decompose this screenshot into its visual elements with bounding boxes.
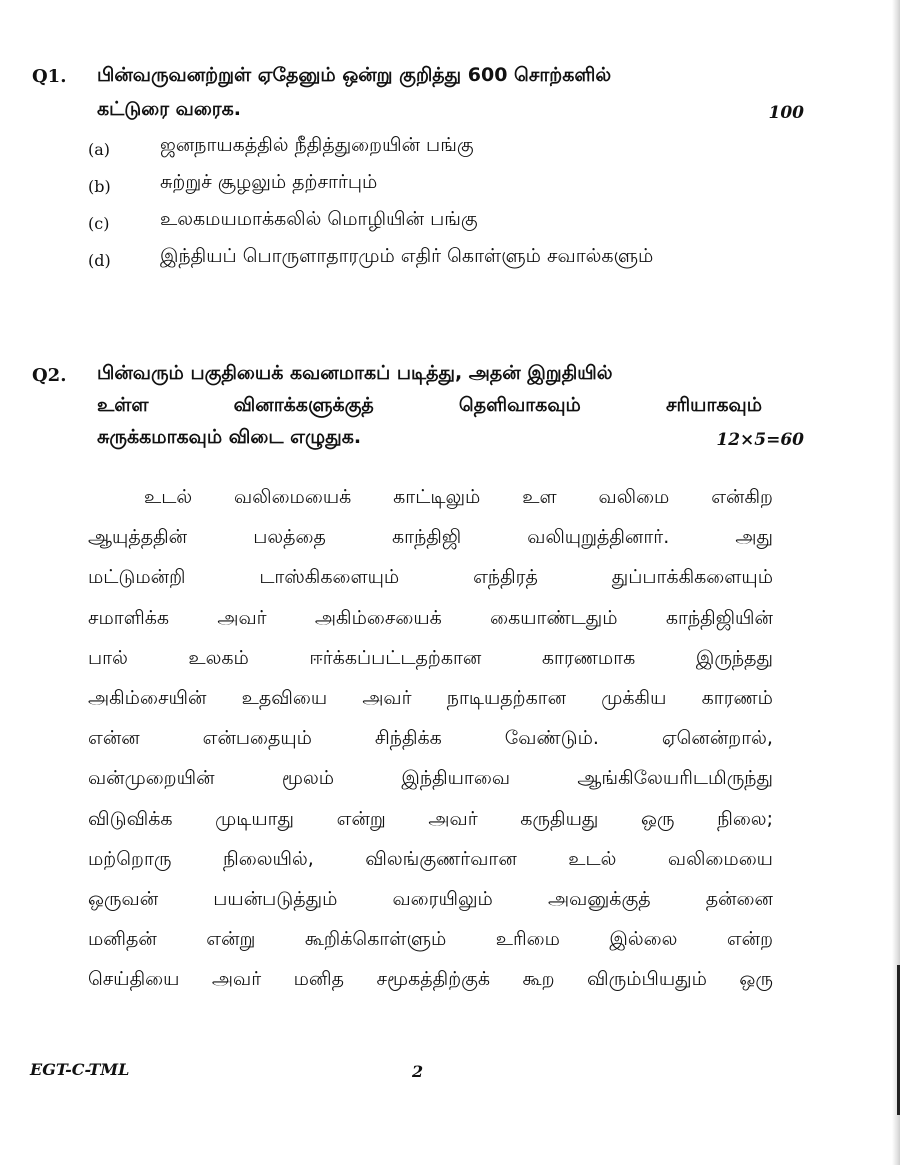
passage-word: உரிமை — [495, 928, 560, 951]
passage-word: இந்தியாவை — [401, 767, 511, 790]
passage-word: காட்டிலும் — [393, 486, 481, 508]
question-1-number: Q1. — [32, 66, 67, 87]
passage-word: அகிம்சையைக் — [314, 606, 442, 629]
passage-word: பலத்தை — [253, 526, 326, 549]
passage-word: இல்லை — [609, 928, 678, 951]
passage-word: காந்திஜி — [391, 526, 462, 549]
passage-word: ஒரு — [739, 968, 773, 991]
passage-word: முடியாது — [215, 807, 295, 830]
question-1-line-1: பின்வருவனற்றுள் ஏதேனும் ஒன்று குறித்து 600 சொற்களில் — [97, 64, 612, 86]
passage-line — [88, 888, 773, 913]
passage-word: உடல் — [568, 847, 617, 870]
question-2-line-2-word: உள்ள — [97, 394, 149, 416]
passage-word: ஏனென்றால், — [661, 727, 773, 750]
passage-word: அகிம்சையின் — [88, 687, 207, 709]
option-a-text: ஜனநாயகத்தில் நீதித்துறையின் பங்கு — [160, 134, 474, 156]
question-2-line-2-word: வினாக்களுக்குத் — [233, 394, 374, 416]
question-2-line-2-word: சரியாகவும் — [665, 394, 762, 416]
passage-word: துப்பாக்கிகளையும் — [611, 566, 773, 589]
question-2-line-3: சுருக்கமாகவும் விடை எழுதுக. — [97, 426, 362, 448]
footer-code: EGT-C-TML — [30, 1060, 130, 1079]
passage-word: சமூகத்திற்குக் — [376, 968, 491, 991]
passage-word: இருந்தது — [695, 646, 773, 669]
passage-word: என்று — [336, 807, 386, 830]
passage-word: வலிமையை — [667, 847, 773, 870]
question-2-line-1: பின்வரும் பகுதியைக் கவனமாகப் படித்து, அதன் இறுதியில் — [97, 362, 613, 384]
passage-word: உதவியை — [241, 687, 328, 709]
passage-line — [88, 727, 773, 752]
question-2-line-2 — [97, 394, 762, 419]
passage-word: காரணமாக — [541, 646, 636, 669]
passage-word: என்ன — [88, 727, 140, 750]
option-a-label: (a) — [88, 140, 111, 159]
passage-word: மற்றொரு — [88, 847, 172, 870]
passage-line — [88, 767, 773, 792]
passage-word: பால் — [88, 646, 128, 669]
question-1-line-2: கட்டுரை வரைக. — [97, 98, 241, 120]
passage-word: என்று — [206, 928, 256, 951]
passage-word: என்ற — [726, 928, 773, 951]
passage-word: உடல் — [144, 486, 193, 508]
passage-line — [88, 566, 773, 591]
passage-word: உலகம் — [188, 646, 249, 669]
option-c-label: (c) — [88, 214, 110, 233]
passage-word: என்பதையும் — [202, 727, 312, 750]
passage-line — [88, 647, 773, 672]
passage-word: டாஸ்கிகளையும் — [259, 566, 400, 589]
option-c-text: உலகமயமாக்கலில் மொழியின் பங்கு — [160, 208, 478, 230]
passage-word: வரையிலும் — [392, 888, 493, 910]
question-2-line-2-word: தெளிவாகவும் — [458, 394, 581, 416]
passage-word: நிலை; — [717, 807, 773, 830]
passage-word: காந்திஜியின் — [665, 606, 773, 629]
option-b-label: (b) — [88, 177, 111, 196]
passage-line — [88, 928, 773, 953]
passage-word: சமாளிக்க — [88, 606, 170, 629]
passage-word: கையாண்டதும் — [490, 606, 618, 629]
passage-line — [88, 968, 773, 993]
passage-word: மட்டுமன்றி — [88, 566, 186, 589]
passage-word: கருதியது — [520, 807, 599, 830]
passage-word: ஈர்க்கப்பட்டதற்கான — [309, 646, 482, 669]
passage-word: அவர் — [362, 687, 412, 709]
passage-word: ஒருவன் — [88, 888, 159, 910]
passage-word: அது — [735, 526, 773, 549]
passage-word: வன்முறையின் — [88, 767, 215, 790]
passage-word: வலியுறுத்தினார். — [527, 526, 670, 549]
passage-word: அவர் — [211, 968, 262, 991]
passage-word: விரும்பியதும் — [587, 968, 707, 991]
passage-line — [88, 808, 773, 833]
passage-word: வேண்டும். — [504, 727, 599, 750]
passage-word: ஆயுத்ததின் — [88, 526, 188, 549]
passage-word: அவனுக்குத் — [547, 888, 651, 910]
passage-word: நிலையில், — [222, 847, 314, 870]
option-d-label: (d) — [88, 251, 111, 270]
passage-word: வலிமையைக் — [234, 486, 352, 508]
passage-word: உள — [522, 486, 557, 508]
passage-word: சிந்திக்க — [374, 727, 442, 750]
passage-word: வலிமை — [598, 486, 670, 508]
question-2-marks: 12×5=60 — [716, 430, 804, 450]
passage-word: விலங்குணர்வான — [365, 847, 517, 870]
passage-word: மூலம் — [281, 767, 335, 790]
passage-line — [88, 687, 773, 712]
passage-line — [88, 526, 773, 551]
passage-word: தன்னை — [705, 888, 773, 910]
passage-word: செய்தியை — [88, 968, 180, 991]
option-b-text: சுற்றுச் சூழலும் தற்சார்பும் — [160, 171, 378, 193]
page-number: 2 — [412, 1062, 424, 1081]
passage-word: அவர் — [428, 807, 478, 830]
passage-word: முக்கிய — [601, 687, 667, 709]
passage-word: மனித — [293, 968, 345, 991]
passage-word: என்கிற — [711, 486, 773, 508]
passage-line — [144, 486, 773, 511]
passage-line — [88, 848, 773, 873]
passage-word: கூற — [522, 968, 555, 991]
passage-word: பயன்படுத்தும் — [213, 888, 338, 910]
passage-word: விடுவிக்க — [88, 807, 173, 830]
passage-word: நாடியதற்கான — [446, 687, 567, 709]
passage-word: மனிதன் — [88, 928, 157, 951]
passage-word: ஆங்கிலேயரிடமிருந்து — [577, 767, 773, 790]
passage-word: கூறிக்கொள்ளும் — [304, 928, 447, 951]
passage-word: ஒரு — [640, 807, 675, 830]
passage-line — [88, 607, 773, 632]
passage-word: அவர் — [217, 606, 267, 629]
option-d-text: இந்தியப் பொருளாதாரமும் எதிர் கொள்ளும் சவால்களும் — [160, 245, 654, 267]
question-2-number: Q2. — [32, 365, 67, 386]
question-1-marks: 100 — [768, 103, 804, 123]
passage-word: காரணம் — [701, 687, 773, 709]
passage-word: எந்திரத் — [473, 566, 538, 589]
